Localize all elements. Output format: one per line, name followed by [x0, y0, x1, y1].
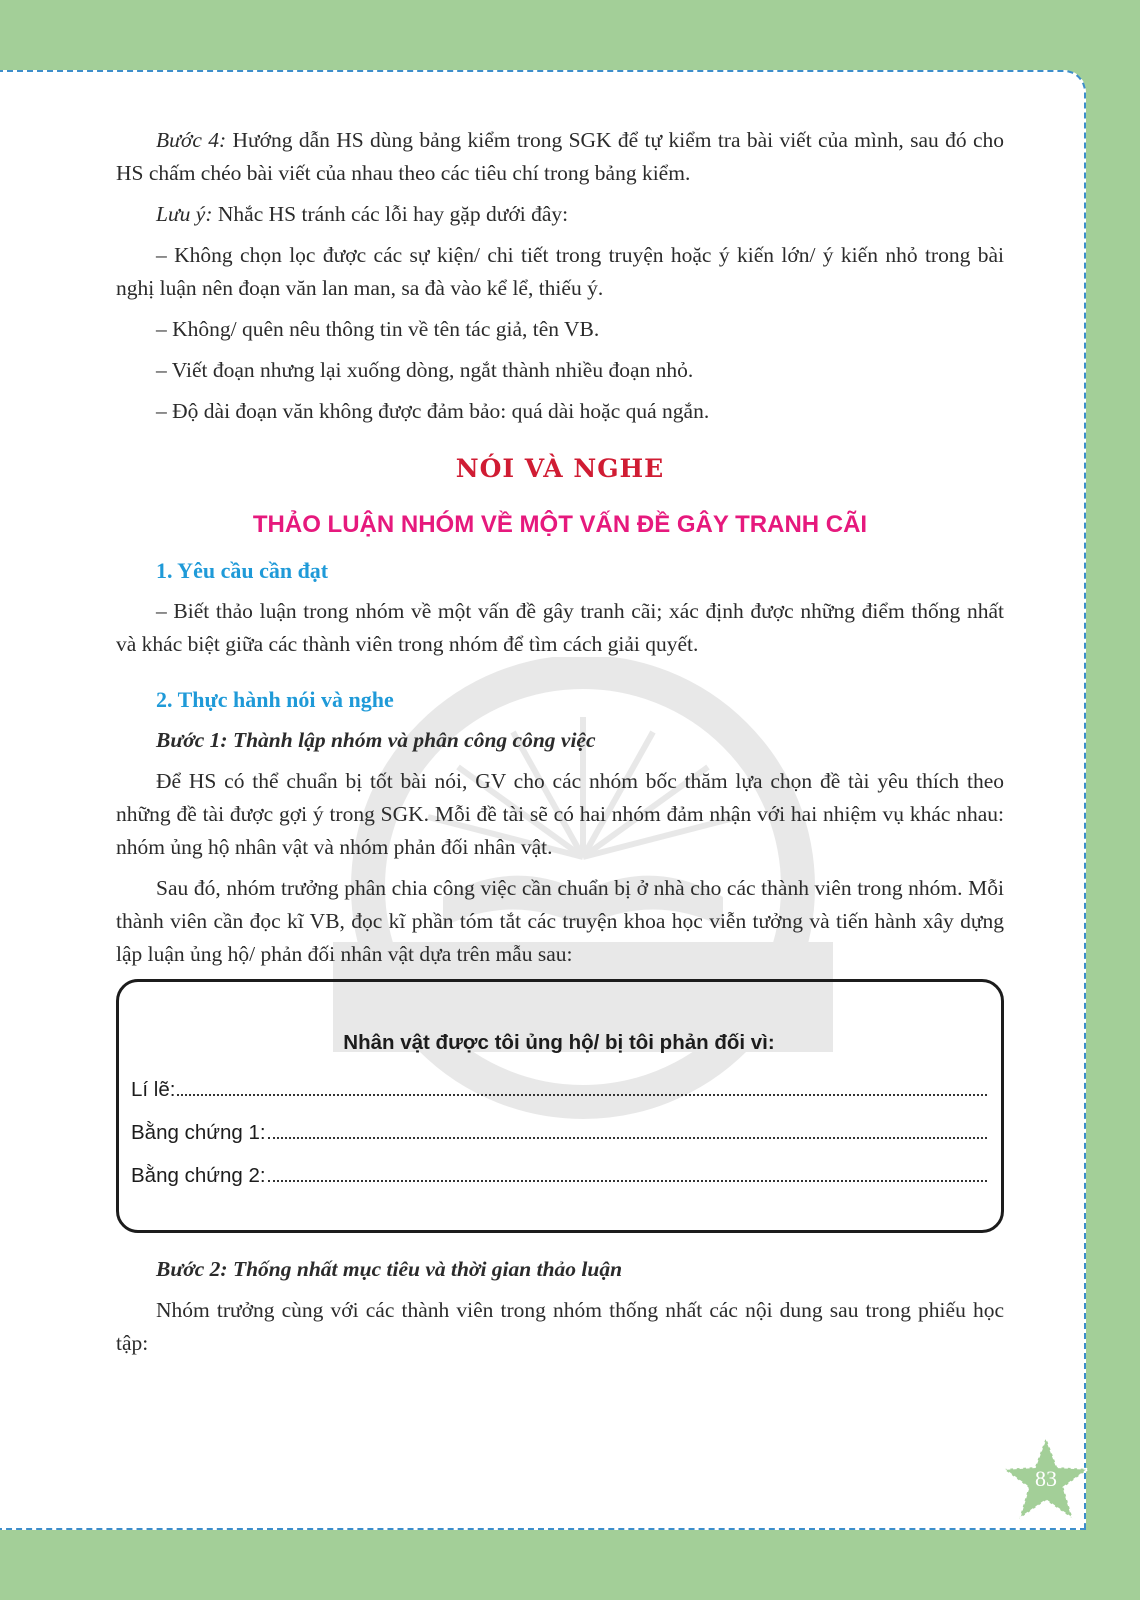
bullet-item: – Độ dài đoạn văn không được đảm bảo: quá dài hoặc quá ngắn. — [156, 399, 710, 423]
page-content — [116, 124, 1004, 1368]
step1-paragraph-2: Sau đó, nhóm trưởng phân chia công việc cần chuẩn bị ở nhà cho các thành viên trong nhóm. Mỗi thành viên cần đọc kĩ VB, đọc kĩ phần tóm tắt các truyện khoa học viễn tưởng và tiến hành xây dựng lập luận ủng hộ/ phản đối nhân vật dựa trên mẫu sau: — [116, 876, 1004, 966]
argument-template-box — [116, 979, 1004, 1233]
note-paragraph — [116, 198, 1004, 231]
bullet-item: – Viết đoạn nhưng lại xuống dòng, ngắt thành nhiều đoạn nhỏ. — [156, 358, 694, 382]
main-title: NÓI VÀ NGHE — [455, 454, 665, 483]
template-line-label: Bằng chứng 1: — [131, 1121, 266, 1144]
template-line-reason — [131, 1074, 987, 1105]
note-text: Nhắc HS tránh các lỗi hay gặp dưới đây: — [212, 202, 569, 226]
section1-text: – Biết thảo luận trong nhóm về một vấn đề gây tranh cãi; xác định được những điểm thống nhất và khác biệt giữa các thành viên trong nhóm để tìm cách giải quyết. — [116, 599, 1004, 656]
dotted-fill-line — [177, 1074, 987, 1096]
template-line-label: Lí lẽ: — [131, 1078, 176, 1101]
bullet-item: – Không/ quên nêu thông tin về tên tác giả, tên VB. — [156, 317, 600, 341]
template-line-evidence-1 — [131, 1117, 987, 1148]
step2-paragraph-1: Nhóm trưởng cùng với các thành viên trong nhóm thống nhất các nội dung sau trong phiếu học tập: — [116, 1298, 1004, 1355]
section2-heading: 2. Thực hành nói và nghe — [156, 687, 394, 712]
step1-heading: Bước 1: Thành lập nhóm và phân công công việc — [156, 728, 596, 752]
sub-title: THẢO LUẬN NHÓM VỀ MỘT VẤN ĐỀ GÂY TRANH CÃI — [252, 511, 868, 538]
note-label: Lưu ý: — [156, 202, 213, 226]
dotted-fill-line — [268, 1117, 987, 1139]
step4-label: Bước 4: — [156, 128, 227, 152]
section1-heading: 1. Yêu cầu cần đạt — [156, 558, 329, 583]
step4-paragraph — [116, 124, 1004, 190]
step4-text: Hướng dẫn HS dùng bảng kiểm trong SGK để tự kiểm tra bài viết của mình, sau đó cho HS chấm chéo bài viết của nhau theo các tiêu chí trong bảng kiểm. — [116, 128, 1004, 185]
dotted-fill-line — [268, 1160, 987, 1182]
page-sheet — [0, 70, 1086, 1530]
step1-paragraph-1: Để HS có thể chuẩn bị tốt bài nói, GV cho các nhóm bốc thăm lựa chọn đề tài yêu thích theo những đề tài được gợi ý trong SGK. Mỗi đề tài sẽ có hai nhóm đảm nhận với hai nhiệm vụ khác nhau: nhóm ủng hộ nhân vật và nhóm phản đối nhân vật. — [116, 769, 1004, 859]
bullet-item: – Không chọn lọc được các sự kiện/ chi tiết trong truyện hoặc ý kiến lớn/ ý kiến nhỏ trong bài nghị luận nên đoạn văn lan man, sa đà vào kể lể, thiếu ý. — [116, 243, 1004, 300]
template-line-label: Bằng chứng 2: — [131, 1164, 266, 1187]
template-line-evidence-2 — [131, 1160, 987, 1191]
page-number: 83 — [1035, 1466, 1057, 1491]
step2-heading: Bước 2: Thống nhất mục tiêu và thời gian thảo luận — [156, 1257, 623, 1281]
template-box-title: Nhân vật được tôi ủng hộ/ bị tôi phản đối vì: — [343, 1031, 775, 1054]
